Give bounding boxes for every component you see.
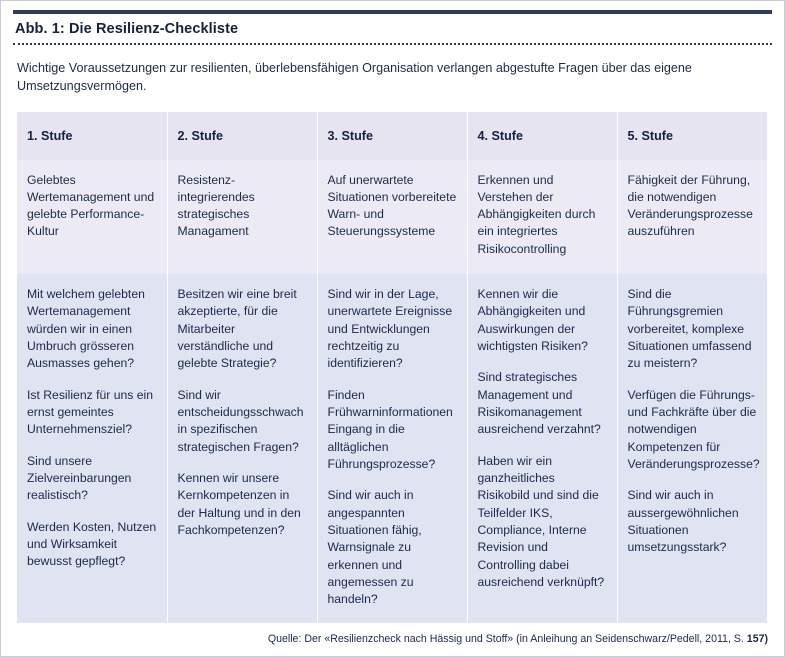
questions-stage-4 [467,274,617,623]
list-item: Werden Kosten, Nutzen und Wirksamkeit bewusst gepflegt? [27,519,157,569]
list-item: Haben wir ein ganzheitliches Risikobild und sind die Teilfelder IKS, Compliance, Interne Revision und Controlling dabei ausreichend verknüpft? [477,453,605,590]
questions-stage-3 [317,274,467,623]
resilience-checklist-table [17,112,767,623]
questions-stage-1 [17,274,167,623]
column-header-stage-5: 5. Stufe [617,112,767,160]
list-item: Sind wir in der Lage, unerwartete Ereignisse und Entwicklungen rechtzeitig zu identifizieren? [327,287,453,371]
list-item: Besitzen wir eine breit akzeptierte, für die Mitarbeiter verständliche und gelebte Strategie? [177,287,297,371]
column-header-stage-1: 1. Stufe [17,112,167,160]
list-item: Sind wir entscheidungsschwach in spezifischen strategischen Fragen? [177,387,304,454]
source-text: Quelle: Der «Resilienzcheck nach Hässig und Stoff» (in Anleihung an Seidenschwarz/Pedell, 2011, S. [267,632,747,645]
list-item: Kennen wir die Abhängigkeiten und Auswirkungen der wichtigsten Risiken? [477,287,588,354]
list-item: Sind unsere Zielvereinbarungen realistisch? [27,453,132,503]
description-stage-5: Fähigkeit der Führung, die notwendigen Veränderungsprozesse auszuführen [617,160,767,275]
description-stage-4: Erkennen und Verstehen der Abhängigkeiten durch ein integriertes Risikocontrolling [467,160,617,275]
description-stage-3: Auf unerwartete Situationen vorbereitete Warn- und Steuerungssysteme [317,160,467,275]
table-questions-row [17,274,767,623]
column-header-stage-2: 2. Stufe [167,112,317,160]
table-header-row [17,112,767,160]
list-item: Mit welchem gelebten Wertemanagement würden wir in einen Umbruch grösseren Ausmasses gehen? [27,287,145,371]
list-item: Verfügen die Führungs- und Fachkräfte über die notwendigen Kompetenzen für Veränderungsprozesse? [627,387,760,472]
list-item: Kennen wir unsere Kernkompetenzen in der Haltung und in den Fachkompetenzen? [177,471,301,538]
column-header-stage-4: 4. Stufe [467,112,617,160]
list-item: Sind wir auch in angespannten Situationen fähig, Warnsignale zu erkennen und angemessen zu handeln? [327,488,422,607]
description-stage-1: Gelebtes Wertemanagement und gelebte Performance-Kultur [17,160,167,275]
column-header-stage-3: 3. Stufe [317,112,467,160]
page-title: Abb. 1: Die Resilienz-Checkliste [15,21,239,37]
list-item: Sind strategisches Management und Risikomanagement ausreichend verzahnt? [477,370,601,437]
table-description-row [17,160,767,275]
source-page: 157) [746,632,768,645]
intro-text: Wichtige Voraussetzungen zur resilienten, überlebensfähigen Organisation verlangen abgestufte Fragen über das eigene Umsetzungsvermögen. [17,61,692,94]
questions-stage-5 [617,274,767,623]
source-note [1,623,784,645]
list-item: Sind wir auch in aussergewöhnlichen Situationen umsetzungsstark? [627,488,739,555]
list-item: Sind die Führungsgremien vorbereitet, komplexe Situationen umfassend zu meistern? [627,287,752,371]
questions-stage-2 [167,274,317,623]
list-item: Finden Frühwarninformationen Eingang in die alltäglichen Führungsprozesse? [327,387,453,472]
list-item: Ist Resilienz für uns ein ernst gemeintes Unternehmensziel? [27,387,153,437]
description-stage-2: Resistenz-integrierendes strategisches Managament [167,160,317,275]
